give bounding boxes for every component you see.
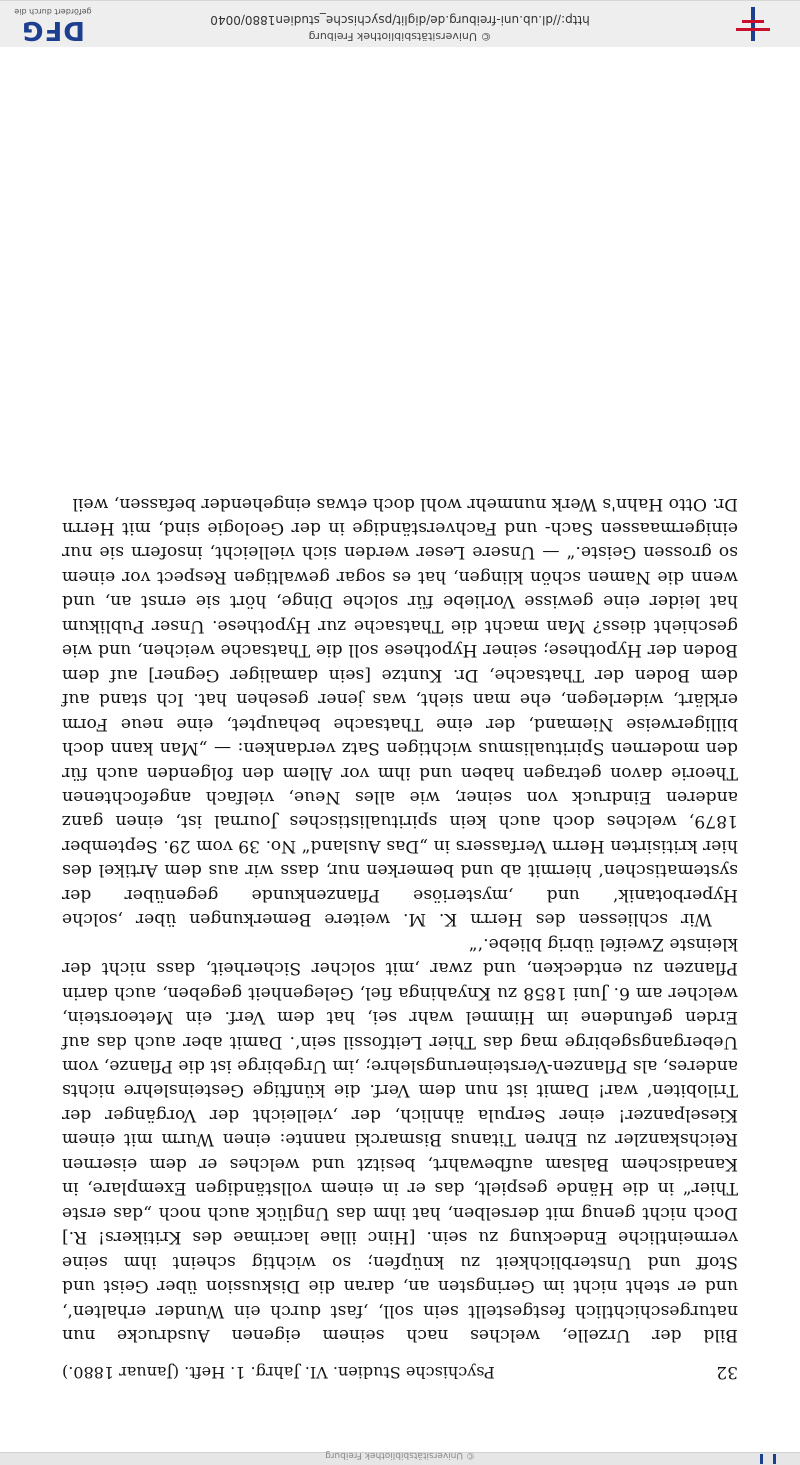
- paragraph: Bild der Urzelle, welches nach seinem eigenen Ausdrucke nun naturgeschichtlich festgestellt sein soll, ‚fast durch ein Wunder erhalten‘, und er steht nicht im Geringsten an, daran die Diskussion über Geist und Stoff und Unsterblichkeit zu knüpfen; so wichtig scheint ihm seine vermeintliche Endeckung zu sein. [Hinc illae lacrimae des Kritikers! R.] Doch nicht genug mit derselben, hat ihm das Unglück auch noch „das erste Thier“ in die Hände gespielt, das er in einem vollständigen Exemplare, in Kanadischem Balsam aufbewahrt, besitzt und welches er dem eisernen Reichskanzler zu Ehren Titanus Bismarcki nannte: einen Wurm mit einem Kieselpanzer! einer Serpula ähnlich, der ‚vielleicht der Vorgänger der Trilobiten‘ war! Damit ist nun dem Verf. die künftige Gesteinslehre nichts anderes, als Pflanzen-Versteinerungslehre; ‚im Urgebirge ist die Pflanze, vom Uebergangsgebirge mag das Thier Leitfossil sein‘. Damit aber auch das auf Erden gefundene im Himmel wahr sei, hat dem Verf. ein Meteorstein, welcher am 6. Juni 1858 zu Knyahinga fiel, Gelegenheit gegeben, auch darin Pflanzen zu entdecken, und zwar ‚mit solcher Sicherheit, dass nicht der kleinste Zweifel übrig bliebe.‘“: [62, 933, 738, 1345]
- running-head: [62, 1361, 738, 1383]
- dfg-logo-subtitle: gefördert durch die: [14, 7, 92, 16]
- journal-title: Psychische Studien. VI. Jahrg. 1. Heft. (Januar 1880.): [62, 1363, 495, 1382]
- copyright-notice: © Universitätsbibliothek Freiburg: [308, 30, 492, 43]
- paragraph: Wir schliessen des Herrn K. M. weitere Bemerkungen über ‚solche Hyperbotanik‘ und ‚mysteriöse Pflanzenkunde gegenüber der systematischen‘ hiermit ab und bemerken nur, dass wir aus dem Artikel des hier kritisirten Herrn Verfassers in „Das Ausland“ No. 39 vom 29. September 1879, welches doch auch kein spiritualistisches Journal ist, einen ganz anderen Eindruck von seiner, wie alles Neue, vielfach angefochtenen Theorie davon getragen haben und ihm vor Allem den folgenden auch für den modernen Spiritualismus wichtigen Satz verdanken: — „Man kann doch billigerweise Niemand, der eine Thatsache behauptet, eine neue Form erklärt, widerlegen, ehe man sieht, was jener gesehen hat. Ich stand auf dem Boden der Thatsache, Dr. Kuntze [sein damaliger Gegner] auf dem Boden der Hypothese; seiner Hypothese soll die Thatsache weichen, und wie geschieht diess? Man macht die Thatsache zur Hypothese. Unser Publikum hat leider eine gewisse Vorliebe für solche Dinge, hört sie ernst an, und wenn die Namen schön klingen, hat es sogar gewaltigen Respect vor einem so grossen Geiste.“ — Unsere Leser werden sich vielleicht, insofern sie nur einigermaassen Sach- und Fachverständige in der Geologie sind, mit Herrn Dr. Otto Hahn's Werk nunmehr wohl doch etwas eingehender befassen, weil: [62, 493, 738, 930]
- dfg-logo[interactable]: [8, 6, 98, 44]
- body-text: [62, 491, 738, 1347]
- footer-copyright-notice: © Universitätsbibliothek Freiburg: [325, 1450, 475, 1460]
- dfg-logo-mark: DFG: [21, 15, 85, 45]
- page-scan: [62, 188, 738, 1383]
- permalink-url[interactable]: http://dl.ub.uni-freiburg.de/diglit/psychische_studien1880/0040: [210, 13, 590, 27]
- page-number: 32: [716, 1362, 738, 1382]
- dfg-mini-icon: [760, 1454, 776, 1464]
- viewer-footer: [0, 1452, 800, 1465]
- viewer-header: [0, 0, 800, 47]
